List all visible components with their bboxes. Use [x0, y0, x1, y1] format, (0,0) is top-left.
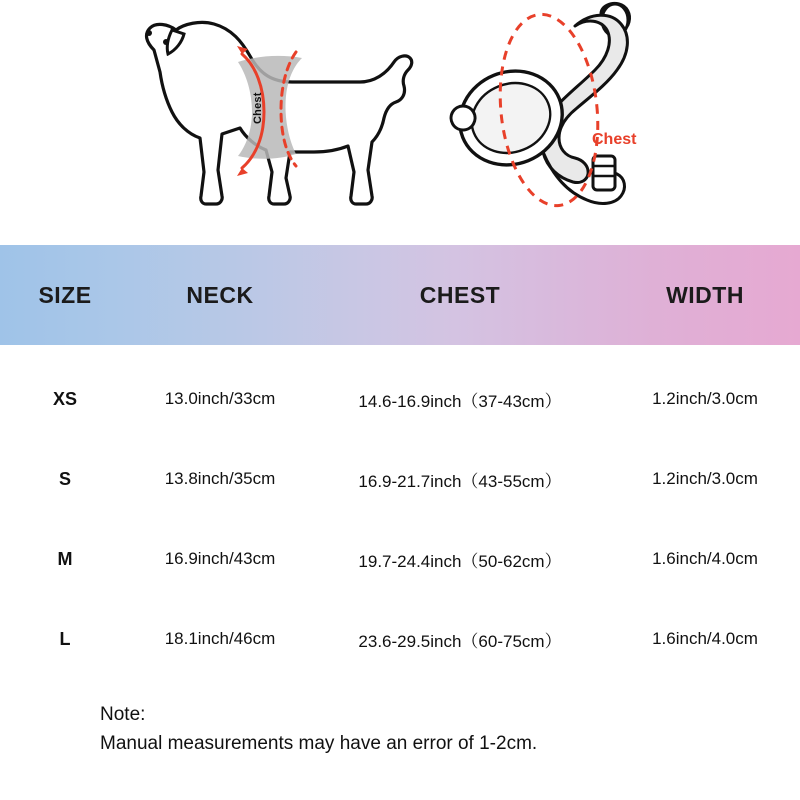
- cell-neck: 18.1inch/46cm: [164, 629, 276, 648]
- table-row: [0, 519, 800, 599]
- table-row: [0, 599, 800, 679]
- cell-size: S: [58, 468, 71, 489]
- header-neck: NECK: [186, 281, 254, 308]
- cell-width: 1.6inch/4.0cm: [652, 549, 758, 568]
- header-size: SIZE: [38, 281, 92, 308]
- illustration-area: [0, 0, 800, 245]
- note-title: Note:: [100, 704, 146, 725]
- dog-harness-illustration: [425, 0, 700, 240]
- size-chart-table: [0, 245, 800, 679]
- table-row: [0, 359, 800, 439]
- header-chest: CHEST: [419, 281, 501, 308]
- cell-chest: 19.7-24.4inch（50-62cm）: [358, 551, 562, 571]
- header-width: WIDTH: [666, 281, 744, 308]
- dog-side-view-illustration: [110, 0, 440, 240]
- cell-width: 1.6inch/4.0cm: [652, 629, 758, 648]
- table-body: [0, 345, 800, 679]
- cell-size: L: [59, 628, 71, 649]
- cell-neck: 13.0inch/33cm: [164, 389, 276, 408]
- dog-chest-label: Chest: [252, 92, 264, 124]
- cell-neck: 13.8inch/35cm: [164, 469, 276, 488]
- cell-size: M: [57, 548, 73, 569]
- table-row: [0, 439, 800, 519]
- table-header-row: [0, 245, 800, 345]
- cell-neck: 16.9inch/43cm: [164, 549, 276, 568]
- note-text: Manual measurements may have an error of 1-2cm.: [100, 733, 538, 754]
- cell-width: 1.2inch/3.0cm: [652, 389, 758, 408]
- cell-width: 1.2inch/3.0cm: [652, 469, 758, 488]
- cell-size: XS: [52, 388, 77, 409]
- cell-chest: 16.9-21.7inch（43-55cm）: [358, 471, 562, 491]
- cell-chest: 14.6-16.9inch（37-43cm）: [358, 391, 562, 411]
- cell-chest: 23.6-29.5inch（60-75cm）: [358, 631, 562, 651]
- harness-chest-label: Chest: [592, 131, 637, 148]
- note-block: [100, 700, 537, 758]
